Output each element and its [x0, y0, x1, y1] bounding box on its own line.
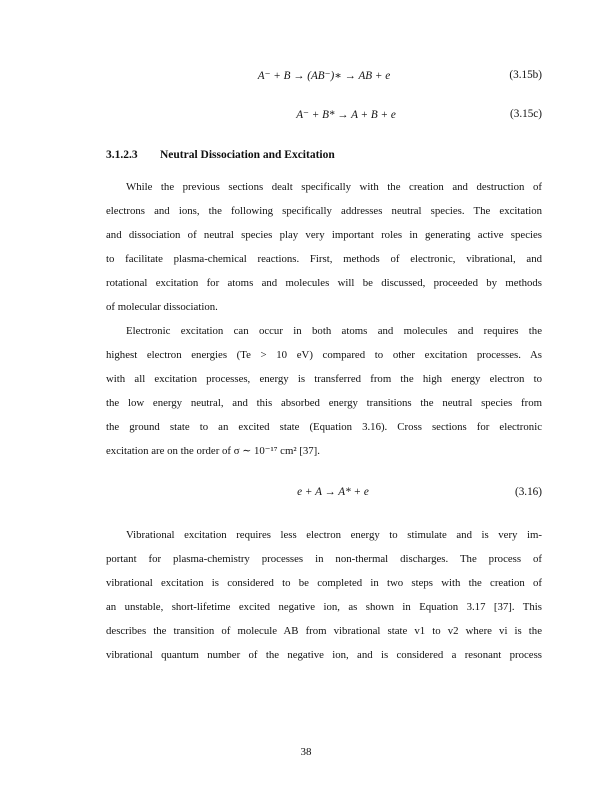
text-line: an unstable, short-lifetime excited negative ion, as shown in Equation 3.17 [37]. This	[106, 601, 542, 613]
text-line: the ground state to an excited state (Equation 3.16). Cross sections for electronic	[106, 421, 542, 433]
text-line: and dissociation of neutral species play very important roles in generating active species	[106, 229, 542, 241]
equation-expression: A⁻ + B → (AB⁻)∗ → AB + e	[257, 70, 391, 82]
equation-expression: e + A → A* + e	[297, 486, 369, 498]
equation-3-15b	[106, 69, 542, 85]
equation-number: (3.15b)	[509, 69, 542, 81]
equation-3-16	[106, 486, 542, 502]
text-line: to facilitate plasma-chemical reactions. First, methods of electronic, vibrational, and	[106, 253, 542, 265]
paragraph-vibrational-excitation	[106, 523, 542, 667]
text-line: of molecular dissociation.	[106, 301, 218, 313]
equation-3-15c	[106, 108, 542, 124]
text-line: describes the transition of molecule AB from vibrational state v1 to v2 where vi is the	[106, 625, 542, 637]
paragraph-intro	[106, 175, 542, 319]
section-title: Neutral Dissociation and Excitation	[160, 149, 335, 161]
section-number: 3.1.2.3	[106, 149, 138, 161]
text-line: rotational excitation for atoms and molecules will be discussed, proceeded by methods	[106, 277, 542, 289]
text-line: vibrational excitation is considered to be completed in two steps with the creation of	[106, 577, 542, 589]
text-line: Electronic excitation can occur in both atoms and molecules and requires the	[126, 325, 542, 337]
text-line: While the previous sections dealt specifically with the creation and destruction of	[126, 181, 542, 193]
text-line: the low energy neutral, and this absorbed energy transitions the neutral species from	[106, 397, 542, 409]
text-line: electrons and ions, the following specifically addresses neutral species. The excitation	[106, 205, 542, 217]
equation-number: (3.15c)	[510, 108, 542, 120]
text-line: highest electron energies (Te > 10 eV) compared to other excitation processes. As	[106, 349, 542, 361]
equation-number: (3.16)	[514, 486, 542, 498]
text-line: Vibrational excitation requires less electron energy to stimulate and is very im-	[126, 529, 542, 541]
page-number: 38	[300, 746, 312, 758]
text-line: excitation are on the order of σ ∼ 10⁻¹⁷ cm² [37].	[106, 445, 320, 457]
text-line: vibrational quantum number of the negative ion, and is considered a resonant process	[106, 649, 542, 661]
section-heading	[106, 149, 335, 161]
text-line: portant for plasma-chemistry processes in non-thermal discharges. The process of	[106, 553, 542, 565]
paragraph-electronic-excitation	[106, 319, 542, 463]
text-line: with all excitation processes, energy is transferred from the high energy electron to	[106, 373, 542, 385]
equation-expression: A⁻ + B* → A + B + e	[296, 109, 396, 121]
